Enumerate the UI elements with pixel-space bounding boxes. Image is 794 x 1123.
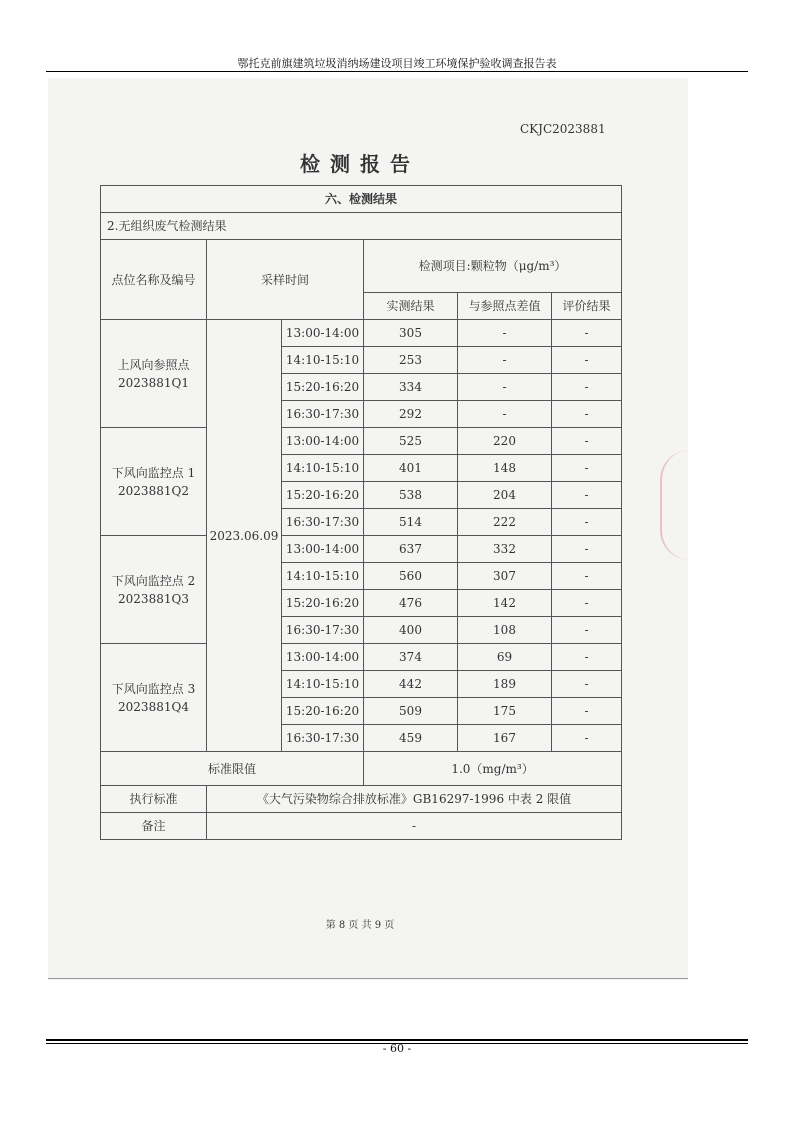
value-cell: 514 bbox=[364, 509, 458, 536]
header-point: 点位名称及编号 bbox=[101, 240, 207, 320]
diff-cell: - bbox=[458, 401, 552, 428]
time-cell: 13:00-14:00 bbox=[282, 536, 364, 563]
header-measured: 实测结果 bbox=[364, 293, 458, 320]
header-item: 检测项目:颗粒物（μg/m³） bbox=[364, 240, 622, 293]
point-code: 2023881Q4 bbox=[118, 699, 189, 714]
eval-cell: - bbox=[552, 455, 622, 482]
table-row bbox=[101, 536, 622, 563]
header-time: 采样时间 bbox=[207, 240, 364, 320]
time-cell: 14:10-15:10 bbox=[282, 563, 364, 590]
limit-label: 标准限值 bbox=[101, 752, 364, 786]
diff-cell: 332 bbox=[458, 536, 552, 563]
eval-cell: - bbox=[552, 563, 622, 590]
remark-label: 备注 bbox=[101, 813, 207, 840]
eval-cell: - bbox=[552, 671, 622, 698]
eval-cell: - bbox=[552, 320, 622, 347]
diff-cell: 167 bbox=[458, 725, 552, 752]
point-name: 下风向监控点 3 bbox=[111, 681, 196, 696]
document-page-number: - 60 - bbox=[382, 1042, 412, 1055]
diff-cell: 307 bbox=[458, 563, 552, 590]
value-cell: 292 bbox=[364, 401, 458, 428]
point-name: 下风向监控点 1 bbox=[111, 465, 196, 480]
eval-cell: - bbox=[552, 428, 622, 455]
table-row bbox=[101, 428, 622, 455]
value-cell: 538 bbox=[364, 482, 458, 509]
eval-cell: - bbox=[552, 401, 622, 428]
diff-cell: - bbox=[458, 374, 552, 401]
report-title: 检测报告 bbox=[300, 152, 420, 176]
point-code: 2023881Q1 bbox=[118, 375, 189, 390]
point-cell bbox=[101, 536, 207, 644]
value-cell: 253 bbox=[364, 347, 458, 374]
header-diff: 与参照点差值 bbox=[458, 293, 552, 320]
point-name: 下风向监控点 2 bbox=[111, 573, 196, 588]
section-title: 六、检测结果 bbox=[101, 186, 622, 213]
table-row bbox=[101, 644, 622, 671]
eval-cell: - bbox=[552, 698, 622, 725]
eval-cell: - bbox=[552, 482, 622, 509]
diff-cell: - bbox=[458, 320, 552, 347]
time-cell: 16:30-17:30 bbox=[282, 401, 364, 428]
diff-cell: 189 bbox=[458, 671, 552, 698]
header-rule bbox=[46, 71, 748, 72]
diff-cell: 222 bbox=[458, 509, 552, 536]
limit-value: 1.0（mg/m³） bbox=[364, 752, 622, 786]
point-code: 2023881Q3 bbox=[118, 591, 189, 606]
eval-cell: - bbox=[552, 590, 622, 617]
eval-cell: - bbox=[552, 725, 622, 752]
document-header: 鄂托克前旗建筑垃圾消纳场建设项目竣工环境保护验收调查报告表 bbox=[237, 57, 557, 70]
eval-cell: - bbox=[552, 509, 622, 536]
time-cell: 14:10-15:10 bbox=[282, 455, 364, 482]
eval-cell: - bbox=[552, 347, 622, 374]
point-cell bbox=[101, 644, 207, 752]
value-cell: 334 bbox=[364, 374, 458, 401]
diff-cell: 220 bbox=[458, 428, 552, 455]
eval-cell: - bbox=[552, 617, 622, 644]
diff-cell: 148 bbox=[458, 455, 552, 482]
time-cell: 16:30-17:30 bbox=[282, 725, 364, 752]
value-cell: 525 bbox=[364, 428, 458, 455]
time-cell: 15:20-16:20 bbox=[282, 374, 364, 401]
table-row bbox=[101, 320, 622, 347]
seal-stamp-fragment bbox=[660, 450, 690, 560]
scan-edge bbox=[48, 978, 688, 979]
value-cell: 560 bbox=[364, 563, 458, 590]
report-page-number: 第 8 页 共 9 页 bbox=[325, 920, 395, 931]
results-table bbox=[100, 185, 622, 840]
remark-value: - bbox=[207, 813, 622, 840]
value-cell: 442 bbox=[364, 671, 458, 698]
sampling-date: 2023.06.09 bbox=[207, 320, 282, 752]
value-cell: 400 bbox=[364, 617, 458, 644]
value-cell: 401 bbox=[364, 455, 458, 482]
time-cell: 13:00-14:00 bbox=[282, 320, 364, 347]
standard-value: 《大气污染物综合排放标准》GB16297-1996 中表 2 限值 bbox=[207, 786, 622, 813]
value-cell: 637 bbox=[364, 536, 458, 563]
point-cell bbox=[101, 320, 207, 428]
point-code: 2023881Q2 bbox=[118, 483, 189, 498]
time-cell: 15:20-16:20 bbox=[282, 698, 364, 725]
diff-cell: 142 bbox=[458, 590, 552, 617]
standard-label: 执行标准 bbox=[101, 786, 207, 813]
diff-cell: 69 bbox=[458, 644, 552, 671]
report-id: CKJC2023881 bbox=[520, 122, 606, 136]
time-cell: 13:00-14:00 bbox=[282, 644, 364, 671]
diff-cell: - bbox=[458, 347, 552, 374]
time-cell: 16:30-17:30 bbox=[282, 509, 364, 536]
time-cell: 13:00-14:00 bbox=[282, 428, 364, 455]
diff-cell: 204 bbox=[458, 482, 552, 509]
value-cell: 509 bbox=[364, 698, 458, 725]
value-cell: 305 bbox=[364, 320, 458, 347]
value-cell: 459 bbox=[364, 725, 458, 752]
diff-cell: 108 bbox=[458, 617, 552, 644]
header-eval: 评价结果 bbox=[552, 293, 622, 320]
eval-cell: - bbox=[552, 374, 622, 401]
time-cell: 14:10-15:10 bbox=[282, 671, 364, 698]
time-cell: 14:10-15:10 bbox=[282, 347, 364, 374]
point-name: 上风向参照点 bbox=[117, 357, 190, 372]
footer-rule bbox=[46, 1039, 748, 1041]
point-cell bbox=[101, 428, 207, 536]
time-cell: 15:20-16:20 bbox=[282, 590, 364, 617]
subsection-title: 2.无组织废气检测结果 bbox=[101, 213, 622, 240]
value-cell: 374 bbox=[364, 644, 458, 671]
time-cell: 15:20-16:20 bbox=[282, 482, 364, 509]
diff-cell: 175 bbox=[458, 698, 552, 725]
time-cell: 16:30-17:30 bbox=[282, 617, 364, 644]
eval-cell: - bbox=[552, 536, 622, 563]
eval-cell: - bbox=[552, 644, 622, 671]
value-cell: 476 bbox=[364, 590, 458, 617]
